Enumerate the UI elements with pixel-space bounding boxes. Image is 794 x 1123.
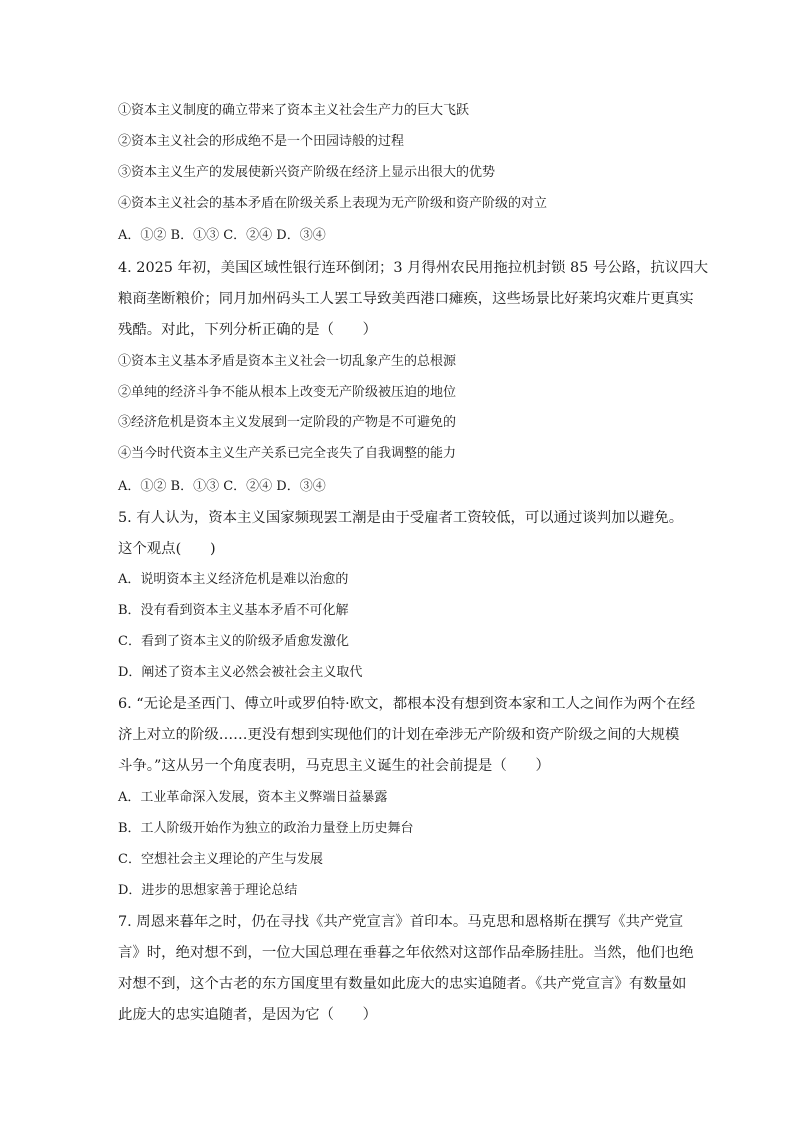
statement-1: ①资本主义制度的确立带来了资本主义社会生产力的巨大飞跃 [118,103,470,118]
q4-statement-4: ④当今时代资本主义生产关系已完全丧失了自我调整的能力 [118,446,457,461]
q6-option-b: B．工人阶级开始作为独立的政治力量登上历史舞台 [118,821,414,836]
q6-stem-line-3: 斗争。”这从另一个角度表明，马克思主义诞生的社会前提是（ ） [118,758,550,774]
q4-statement-1: ①资本主义基本矛盾是资本主义社会一切乱象产生的总根源 [118,354,457,369]
q5-stem-line-2: 这个观点( ) [118,541,216,557]
q6-option-d: D．进步的思想家善于理论总结 [118,883,298,898]
answer-choices: A．①② B．①③ C．②④ D．③④ [118,228,326,243]
q5-option-b: B．没有看到资本主义基本矛盾不可化解 [118,603,349,618]
statement-2: ②资本主义社会的形成绝不是一个田园诗般的过程 [118,134,405,149]
q6-stem-line-1: 6. “无论是圣西门、傅立叶或罗伯特·欧文，都根本没有想到资本家和工人之间作为两个在经 [118,696,696,712]
q7-stem-line-4: 此庞大的忠实追随者，是因为它（ ） [118,1007,378,1023]
q6-stem-line-2: 济上对立的阶级……更没有想到实现他们的计划在牵涉无产阶级和资产阶级之间的大规模 [118,727,680,743]
q5-option-a: A．说明资本主义经济危机是难以治愈的 [118,572,349,587]
statement-4: ④资本主义社会的基本矛盾在阶级关系上表现为无产阶级和资产阶级的对立 [118,196,548,211]
q5-option-d: D．阐述了资本主义必然会被社会主义取代 [118,665,363,680]
q4-stem-line-2: 粮商垄断粮价；同月加州码头工人罢工导致美西港口瘫痪，这些场景比好莱坞灾难片更真实 [118,291,694,307]
q7-stem-line-2: 言》时，绝对想不到，一位大国总理在垂暮之年依然对这部作品牵肠挂肚。当然，他们也绝 [118,945,694,961]
q7-stem-line-1: 7. 周恩来暮年之时，仍在寻找《共产党宣言》首印本。马克思和恩格斯在撰写《共产党宣 [118,914,684,930]
q5-stem-line-1: 5. 有人认为，资本主义国家频现罢工潮是由于受雇者工资较低，可以通过谈判加以避免。 [118,510,684,526]
q4-statement-3: ③经济危机是资本主义发展到一定阶段的产物是不可避免的 [118,415,457,430]
q6-option-c: C．空想社会主义理论的产生与发展 [118,852,323,867]
q7-stem-line-3: 对想不到，这个古老的东方国度里有数量如此庞大的忠实追随者。《共产党宣言》有数量如 [118,976,687,992]
q6-option-a: A．工业革命深入发展，资本主义弊端日益暴露 [118,790,388,805]
statement-3: ③资本主义生产的发展使新兴资产阶级在经济上显示出很大的优势 [118,165,496,180]
q4-statement-2: ②单纯的经济斗争不能从根本上改变无产阶级被压迫的地位 [118,385,457,400]
q4-stem-line-1: 4. 2025 年初，美国区域性银行连环倒闭；3 月得州农民用拖拉机封锁 85 号公路，抗议四大 [118,260,708,276]
q5-option-c: C．看到了资本主义的阶级矛盾愈发激化 [118,634,349,649]
q4-stem-line-3: 残酷。对此，下列分析正确的是（ ） [118,322,378,338]
q4-answer-choices: A．①② B．①③ C．②④ D．③④ [118,479,326,494]
